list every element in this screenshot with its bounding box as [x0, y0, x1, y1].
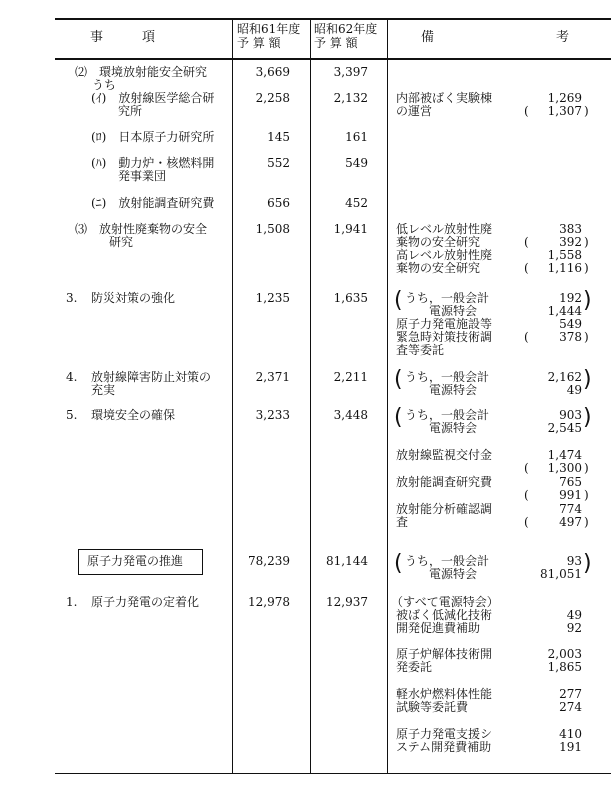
remark-text: 原子力発電施設等 [396, 317, 493, 331]
close-paren: ) [584, 515, 589, 529]
remark-text: 試験等委託費 [396, 700, 469, 714]
remark-text: 電源特会 [429, 421, 478, 435]
s61-value: 78,239 [248, 554, 290, 568]
remark-value: 378 [559, 330, 582, 344]
header-remarks-left: 備 [421, 30, 435, 45]
close-paren: ) [584, 235, 589, 249]
row-label: 発事業団 [118, 169, 167, 183]
row-label: うち [92, 78, 117, 92]
remark-text: 放射線監視交付金 [396, 448, 493, 462]
remark-value: 2,162 [547, 370, 582, 384]
brace-close: ) [583, 367, 592, 392]
remark-value: 1,865 [547, 660, 582, 674]
remark-text: 開発促進費補助 [396, 621, 481, 635]
remark-text: 放射能分析確認調 [396, 502, 493, 516]
header-s62-line2: 予 算 額 [314, 36, 358, 50]
s62-value: 81,144 [326, 554, 368, 568]
row-label: ⑶ 放射性廃棄物の安全 [75, 222, 208, 236]
brace-close: ) [583, 288, 592, 313]
header-s62-line1: 昭和62年度 [314, 22, 378, 36]
close-paren: ) [584, 488, 589, 502]
col-divider-1 [232, 18, 233, 774]
s61-value: 145 [267, 130, 290, 144]
open-paren: ( [524, 330, 529, 344]
remark-text: 発委託 [396, 660, 433, 674]
brace-close: ) [583, 405, 592, 430]
remark-value: 1,474 [547, 448, 582, 462]
remark-value: 1,307 [547, 104, 582, 118]
remark-value: 192 [559, 291, 582, 305]
remark-text: うち，一般会計 [405, 370, 490, 384]
remark-text: 高レベル放射性廃 [396, 248, 493, 262]
open-paren: ( [524, 235, 529, 249]
remark-text: （すべて電源特会） [391, 595, 499, 609]
remark-text: ステム開発費補助 [396, 740, 492, 754]
remark-text: 電源特会 [429, 383, 478, 397]
row-number: 3. [66, 291, 78, 305]
remark-value: 2,003 [547, 647, 582, 661]
s62-value: 3,397 [333, 65, 368, 79]
row-label: (ｲ) 放射線医学総合研 [91, 91, 215, 105]
close-paren: ) [584, 461, 589, 475]
remark-text: 棄物の安全研究 [396, 235, 481, 249]
remark-value: 1,558 [547, 248, 582, 262]
remark-value: 991 [559, 488, 582, 502]
remark-text: うち，一般会計 [405, 291, 490, 305]
remark-text: の運営 [396, 104, 433, 118]
close-paren: ) [584, 104, 589, 118]
remark-value: 1,269 [547, 91, 582, 105]
remark-value: 765 [559, 475, 582, 489]
remark-text: 低レベル放射性廃 [396, 222, 493, 236]
row-number: 5. [66, 408, 78, 422]
s62-value: 1,635 [333, 291, 368, 305]
s61-value: 12,978 [248, 595, 290, 609]
remark-text: 内部被ばく実験棟 [396, 91, 493, 105]
remark-value: 549 [559, 317, 582, 331]
remark-value: 410 [559, 727, 582, 741]
row-label: 防災対策の強化 [91, 291, 176, 305]
row-label: 放射線障害防止対策の [91, 370, 212, 384]
s62-value: 12,937 [326, 595, 368, 609]
remark-value: 1,300 [547, 461, 582, 475]
open-paren: ( [524, 488, 529, 502]
s61-value: 2,371 [255, 370, 290, 384]
header-s61-line2: 予 算 額 [237, 36, 281, 50]
remark-value: 93 [566, 554, 582, 568]
s61-value: 656 [267, 196, 290, 210]
remark-text: 原子炉解体技術開 [396, 647, 493, 661]
remark-text: 放射能調査研究費 [396, 475, 493, 489]
remark-value: 2,545 [547, 421, 582, 435]
s61-value: 1,508 [255, 222, 290, 236]
remark-text: 被ばく低減化技術 [396, 608, 493, 622]
remark-text: 軽水炉燃料体性能 [396, 687, 493, 701]
remark-value: 191 [559, 740, 582, 754]
remark-value: 392 [559, 235, 582, 249]
remark-text: うち，一般会計 [405, 554, 490, 568]
remark-text: 棄物の安全研究 [396, 261, 481, 275]
row-label: (ﾊ) 動力炉・核燃料開 [91, 156, 215, 170]
open-paren: ( [524, 515, 529, 529]
s62-value: 549 [345, 156, 368, 170]
s61-value: 3,669 [255, 65, 290, 79]
remark-value: 49 [566, 608, 582, 622]
header-rule [55, 58, 611, 60]
row-label: 環境安全の確保 [91, 408, 176, 422]
bottom-rule [55, 773, 611, 774]
col-divider-2 [310, 18, 311, 774]
brace-open: ( [394, 367, 403, 392]
s61-value: 552 [267, 156, 290, 170]
col-divider-3 [387, 18, 388, 774]
remark-value: 92 [566, 621, 582, 635]
remark-value: 49 [566, 383, 582, 397]
header-s61-line1: 昭和61年度 [237, 22, 301, 36]
s62-value: 452 [345, 196, 368, 210]
header-item: 事 項 [90, 30, 156, 45]
remark-value: 497 [559, 515, 582, 529]
row-number: 1. [66, 595, 78, 609]
row-label: ⑵ 環境放射能安全研究 [75, 65, 208, 79]
remark-value: 383 [559, 222, 582, 236]
remark-text: 電源特会 [429, 567, 478, 581]
remark-value: 81,051 [540, 567, 582, 581]
s62-value: 2,211 [333, 370, 368, 384]
s62-value: 3,448 [333, 408, 368, 422]
row-label: 原子力発電の定着化 [91, 595, 200, 609]
section-heading: 原子力発電の推進 [87, 554, 184, 568]
row-label: (ﾆ) 放射能調査研究費 [91, 196, 215, 210]
s62-value: 161 [345, 130, 368, 144]
remark-value: 1,116 [547, 261, 582, 275]
open-paren: ( [524, 261, 529, 275]
remark-text: 電源特会 [429, 304, 478, 318]
row-label: 研究 [109, 235, 134, 249]
remark-text: うち，一般会計 [405, 408, 490, 422]
brace-close: ) [583, 551, 592, 576]
brace-open: ( [394, 551, 403, 576]
s61-value: 1,235 [255, 291, 290, 305]
row-label: 充実 [91, 383, 116, 397]
s61-value: 2,258 [255, 91, 290, 105]
close-paren: ) [584, 330, 589, 344]
s62-value: 2,132 [333, 91, 368, 105]
remark-value: 274 [559, 700, 582, 714]
remark-text: 査等委託 [396, 343, 445, 357]
remark-text: 原子力発電支援シ [396, 727, 493, 741]
row-label: (ﾛ) 日本原子力研究所 [91, 130, 215, 144]
s61-value: 3,233 [255, 408, 290, 422]
remark-value: 903 [559, 408, 582, 422]
open-paren: ( [524, 104, 529, 118]
remark-value: 277 [559, 687, 582, 701]
row-label: 究所 [118, 104, 143, 118]
remark-text: 査 [396, 515, 409, 529]
s62-value: 1,941 [333, 222, 368, 236]
row-number: 4. [66, 370, 78, 384]
remark-value: 774 [559, 502, 582, 516]
open-paren: ( [524, 461, 529, 475]
brace-open: ( [394, 405, 403, 430]
remark-text: 緊急時対策技術調 [396, 330, 493, 344]
brace-open: ( [394, 288, 403, 313]
header-remarks-right: 考 [556, 30, 570, 45]
remark-value: 1,444 [547, 304, 582, 318]
close-paren: ) [584, 261, 589, 275]
top-rule [55, 18, 611, 20]
